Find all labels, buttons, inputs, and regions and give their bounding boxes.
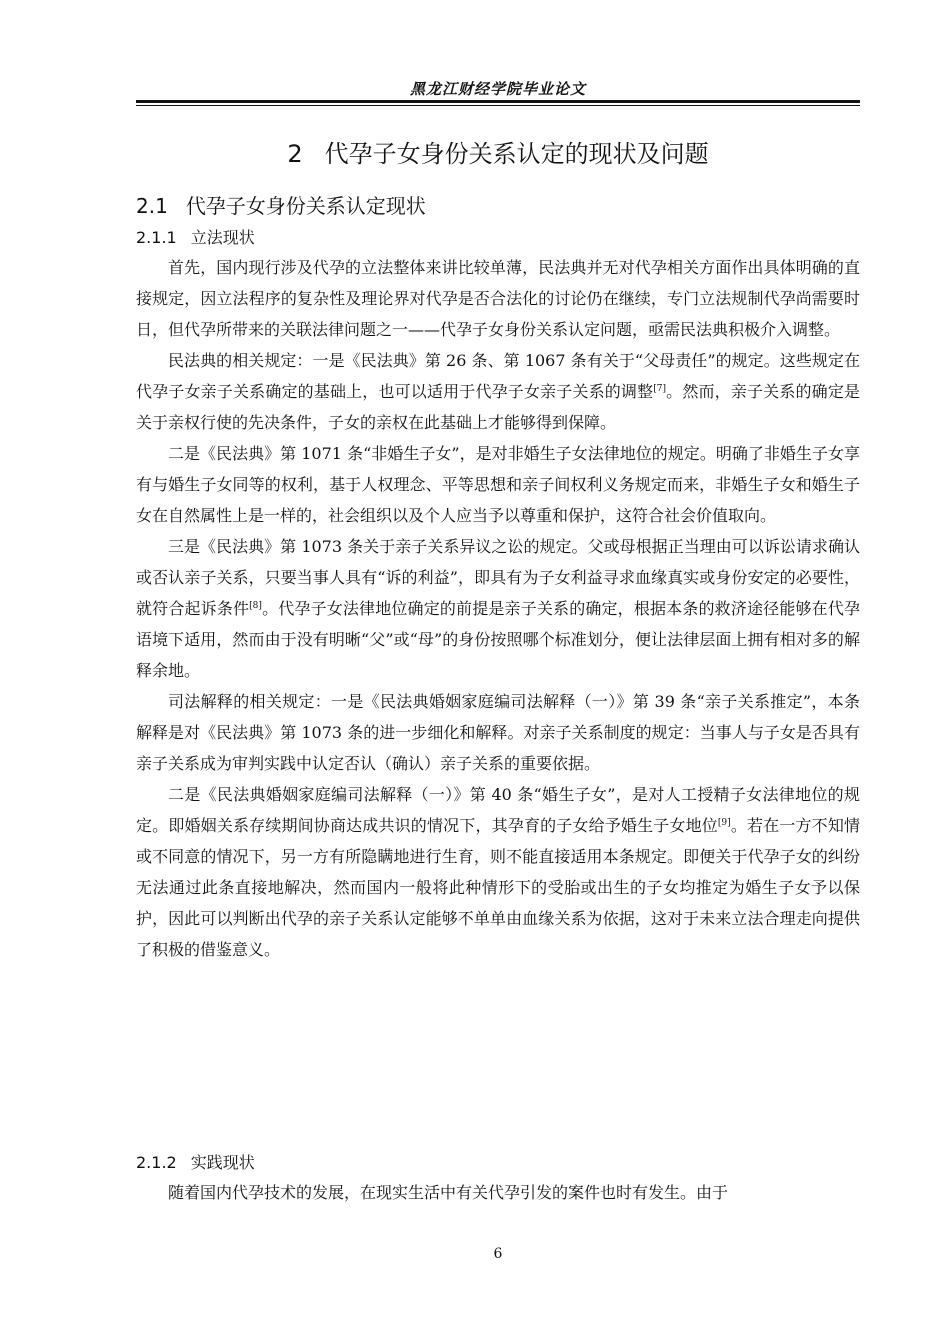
citation-ref: [8] xyxy=(249,601,262,611)
citation-ref: [7] xyxy=(653,384,667,394)
body-text-block-2 xyxy=(136,1177,860,1208)
subsection-title: 立法现状 xyxy=(190,228,255,247)
page-number: 6 xyxy=(493,1246,503,1262)
paragraph: 二是《民法典婚姻家庭编司法解释（一）》第 40 条“婚生子女”，是对人工授精子女法律地位的规定。即婚姻关系存续期间协商达成共识的情况下，其孕育的子女给予婚生子女地位[9]。若在一方不知情或不同意的情况下，另一方有所隐瞒地进行生育，则不能直接适用本条规定。即便关于代孕子女的纠纷无法通过此条直接地解决，然而国内一般将此种情形下的受胎或出生的子女均推定为婚生子女予以保护，因此可以判断出代孕的亲子关系认定能够不单单由血缘关系为依据，这对于未来立法合理走向提供了积极的借鉴意义。 xyxy=(136,785,860,959)
chapter-title: 代孕子女身份关系认定的现状及问题 xyxy=(324,140,709,168)
paragraph: 民法典的相关规定：一是《民法典》第 26 条、第 1067 条有关于“父母责任”的规定。这些规定在代孕子女亲子关系确定的基础上，也可以适用于代孕子女亲子关系的调整[7]。然而，亲子关系的确定是关于亲权行使的先决条件，子女的亲权在此基础上才能够得到保障。 xyxy=(136,351,860,432)
header-rule-thick xyxy=(136,100,860,103)
citation-ref: [9] xyxy=(717,818,731,828)
section-title: 代孕子女身份关系认定现状 xyxy=(185,194,426,218)
body-text-block xyxy=(136,252,860,965)
paragraph: 首先，国内现行涉及代孕的立法整体来讲比较单薄，民法典并无对代孕相关方面作出具体明确的直接规定，因立法程序的复杂性及理论界对代孕是否合法化的讨论仍在继续，专门立法规制代孕尚需要时日，但代孕所带来的关联法律问题之一——代孕子女身份关系认定问题，亟需民法典积极介入调整。 xyxy=(136,258,860,339)
subsection-number: 2.1.2 xyxy=(136,1153,177,1172)
subsection-title: 实践现状 xyxy=(190,1153,255,1172)
header-rule-thin xyxy=(136,105,860,106)
paragraph: 随着国内代孕技术的发展，在现实生活中有关代孕引发的案件也时有发生。由于 xyxy=(168,1183,729,1202)
paragraph: 二是《民法典》第 1071 条“非婚生子女”，是对非婚生子女法律地位的规定。明确了非婚生子女享有与婚生子女同等的权利，基于人权理念、平等思想和亲子间权利义务规定而来，非婚生子女和婚生子女在自然属性上是一样的，社会组织以及个人应当予以尊重和保护，这符合社会价值取向。 xyxy=(136,444,860,525)
section-heading xyxy=(136,190,426,219)
chapter-number: 2 xyxy=(287,140,303,168)
subsection-heading-1 xyxy=(136,225,255,248)
paragraph: 三是《民法典》第 1073 条关于亲子关系异议之讼的规定。父或母根据正当理由可以诉讼请求确认或否认亲子关系，只要当事人具有“诉的利益”，即具有为子女利益寻求血缘真实或身份安定的必要性，就符合起诉条件[8]。代孕子女法律地位确定的前提是亲子关系的确定，根据本条的救济途径能够在代孕语境下适用，然而由于没有明晰“父”或“母”的身份按照哪个标准划分，便让法律层面上拥有相对多的解释余地。 xyxy=(136,537,860,680)
subsection-number: 2.1.1 xyxy=(136,228,177,247)
section-number: 2.1 xyxy=(136,194,168,218)
running-header: 黑龙江财经学院毕业论文 xyxy=(409,80,586,98)
subsection-heading-2 xyxy=(136,1150,255,1173)
paragraph: 司法解释的相关规定：一是《民法典婚姻家庭编司法解释（一）》第 39 条“亲子关系推定”，本条解释是对《民法典》第 1073 条的进一步细化和解释。对亲子关系制度的规定：当事人与子女是否具有亲子关系成为审判实践中认定否认（确认）亲子关系的重要依据。 xyxy=(136,692,860,773)
chapter-heading xyxy=(136,134,860,169)
